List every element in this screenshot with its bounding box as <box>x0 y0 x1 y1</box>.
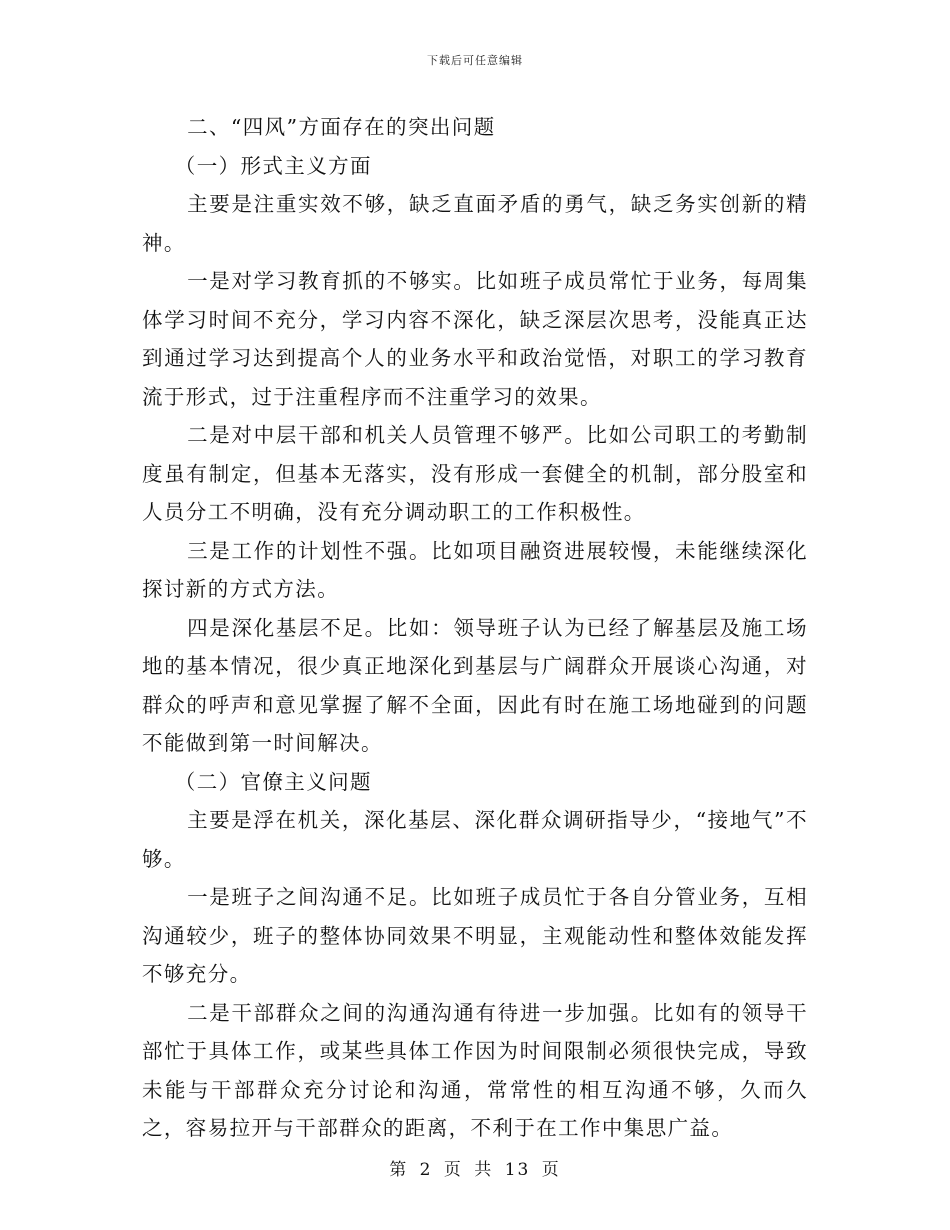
paragraph: 主要是注重实效不够，缺乏直面矛盾的勇气，缺乏务实创新的精神。 <box>142 192 808 255</box>
paragraph: 四是深化基层不足。比如：领导班子认为已经了解基层及施工场地的基本情况，很少真正地深化到基层与广阔群众开展谈心沟通，对群众的呼声和意见掌握了解不全面，因此有时在施工场地碰到的问题不能做到第一时间解决。 <box>142 615 808 755</box>
subsection-heading: （二）官僚主义问题 <box>174 769 372 794</box>
paragraph: 一是对学习教育抓的不够实。比如班子成员常忙于业务，每周集体学习时间不充分，学习内容不深化，缺乏深层次思考，没能真正达到通过学习达到提高个人的业务水平和政治觉悟，对职工的学习教育流于形式，过于注重程序而不注重学习的效果。 <box>142 269 808 409</box>
paragraph: 二是干部群众之间的沟通沟通有待进一步加强。比如有的领导干部忙于具体工作，或某些具体工作因为时间限制必须很快完成，导致未能与干部群众充分讨论和沟通，常常性的相互沟通不够，久而久之，容易拉开与干部群众的距离，不利于在工作中集思广益。 <box>142 1000 808 1140</box>
document-body <box>142 108 808 1148</box>
section-heading: 二、“四风”方面存在的突出问题 <box>187 115 496 139</box>
paragraph: 三是工作的计划性不强。比如项目融资进展较慢，未能继续深化探讨新的方式方法。 <box>142 538 808 601</box>
header-note: 下载后可任意编辑 <box>427 54 523 67</box>
paragraph: 一是班子之间沟通不足。比如班子成员忙于各自分管业务，互相沟通较少，班子的整体协同效果不明显，主观能动性和整体效能发挥不够充分。 <box>142 885 808 986</box>
page-number: 第 2 页 共 13 页 <box>389 1160 561 1180</box>
subsection-heading: （一）形式主义方面 <box>174 153 372 178</box>
paragraph: 主要是浮在机关，深化基层、深化群众调研指导少，“接地气”不够。 <box>142 808 808 871</box>
paragraph: 二是对中层干部和机关人员管理不够严。比如公司职工的考勤制度虽有制定，但基本无落实，没有形成一套健全的机制，部分股室和人员分工不明确，没有充分调动职工的工作积极性。 <box>142 423 808 524</box>
